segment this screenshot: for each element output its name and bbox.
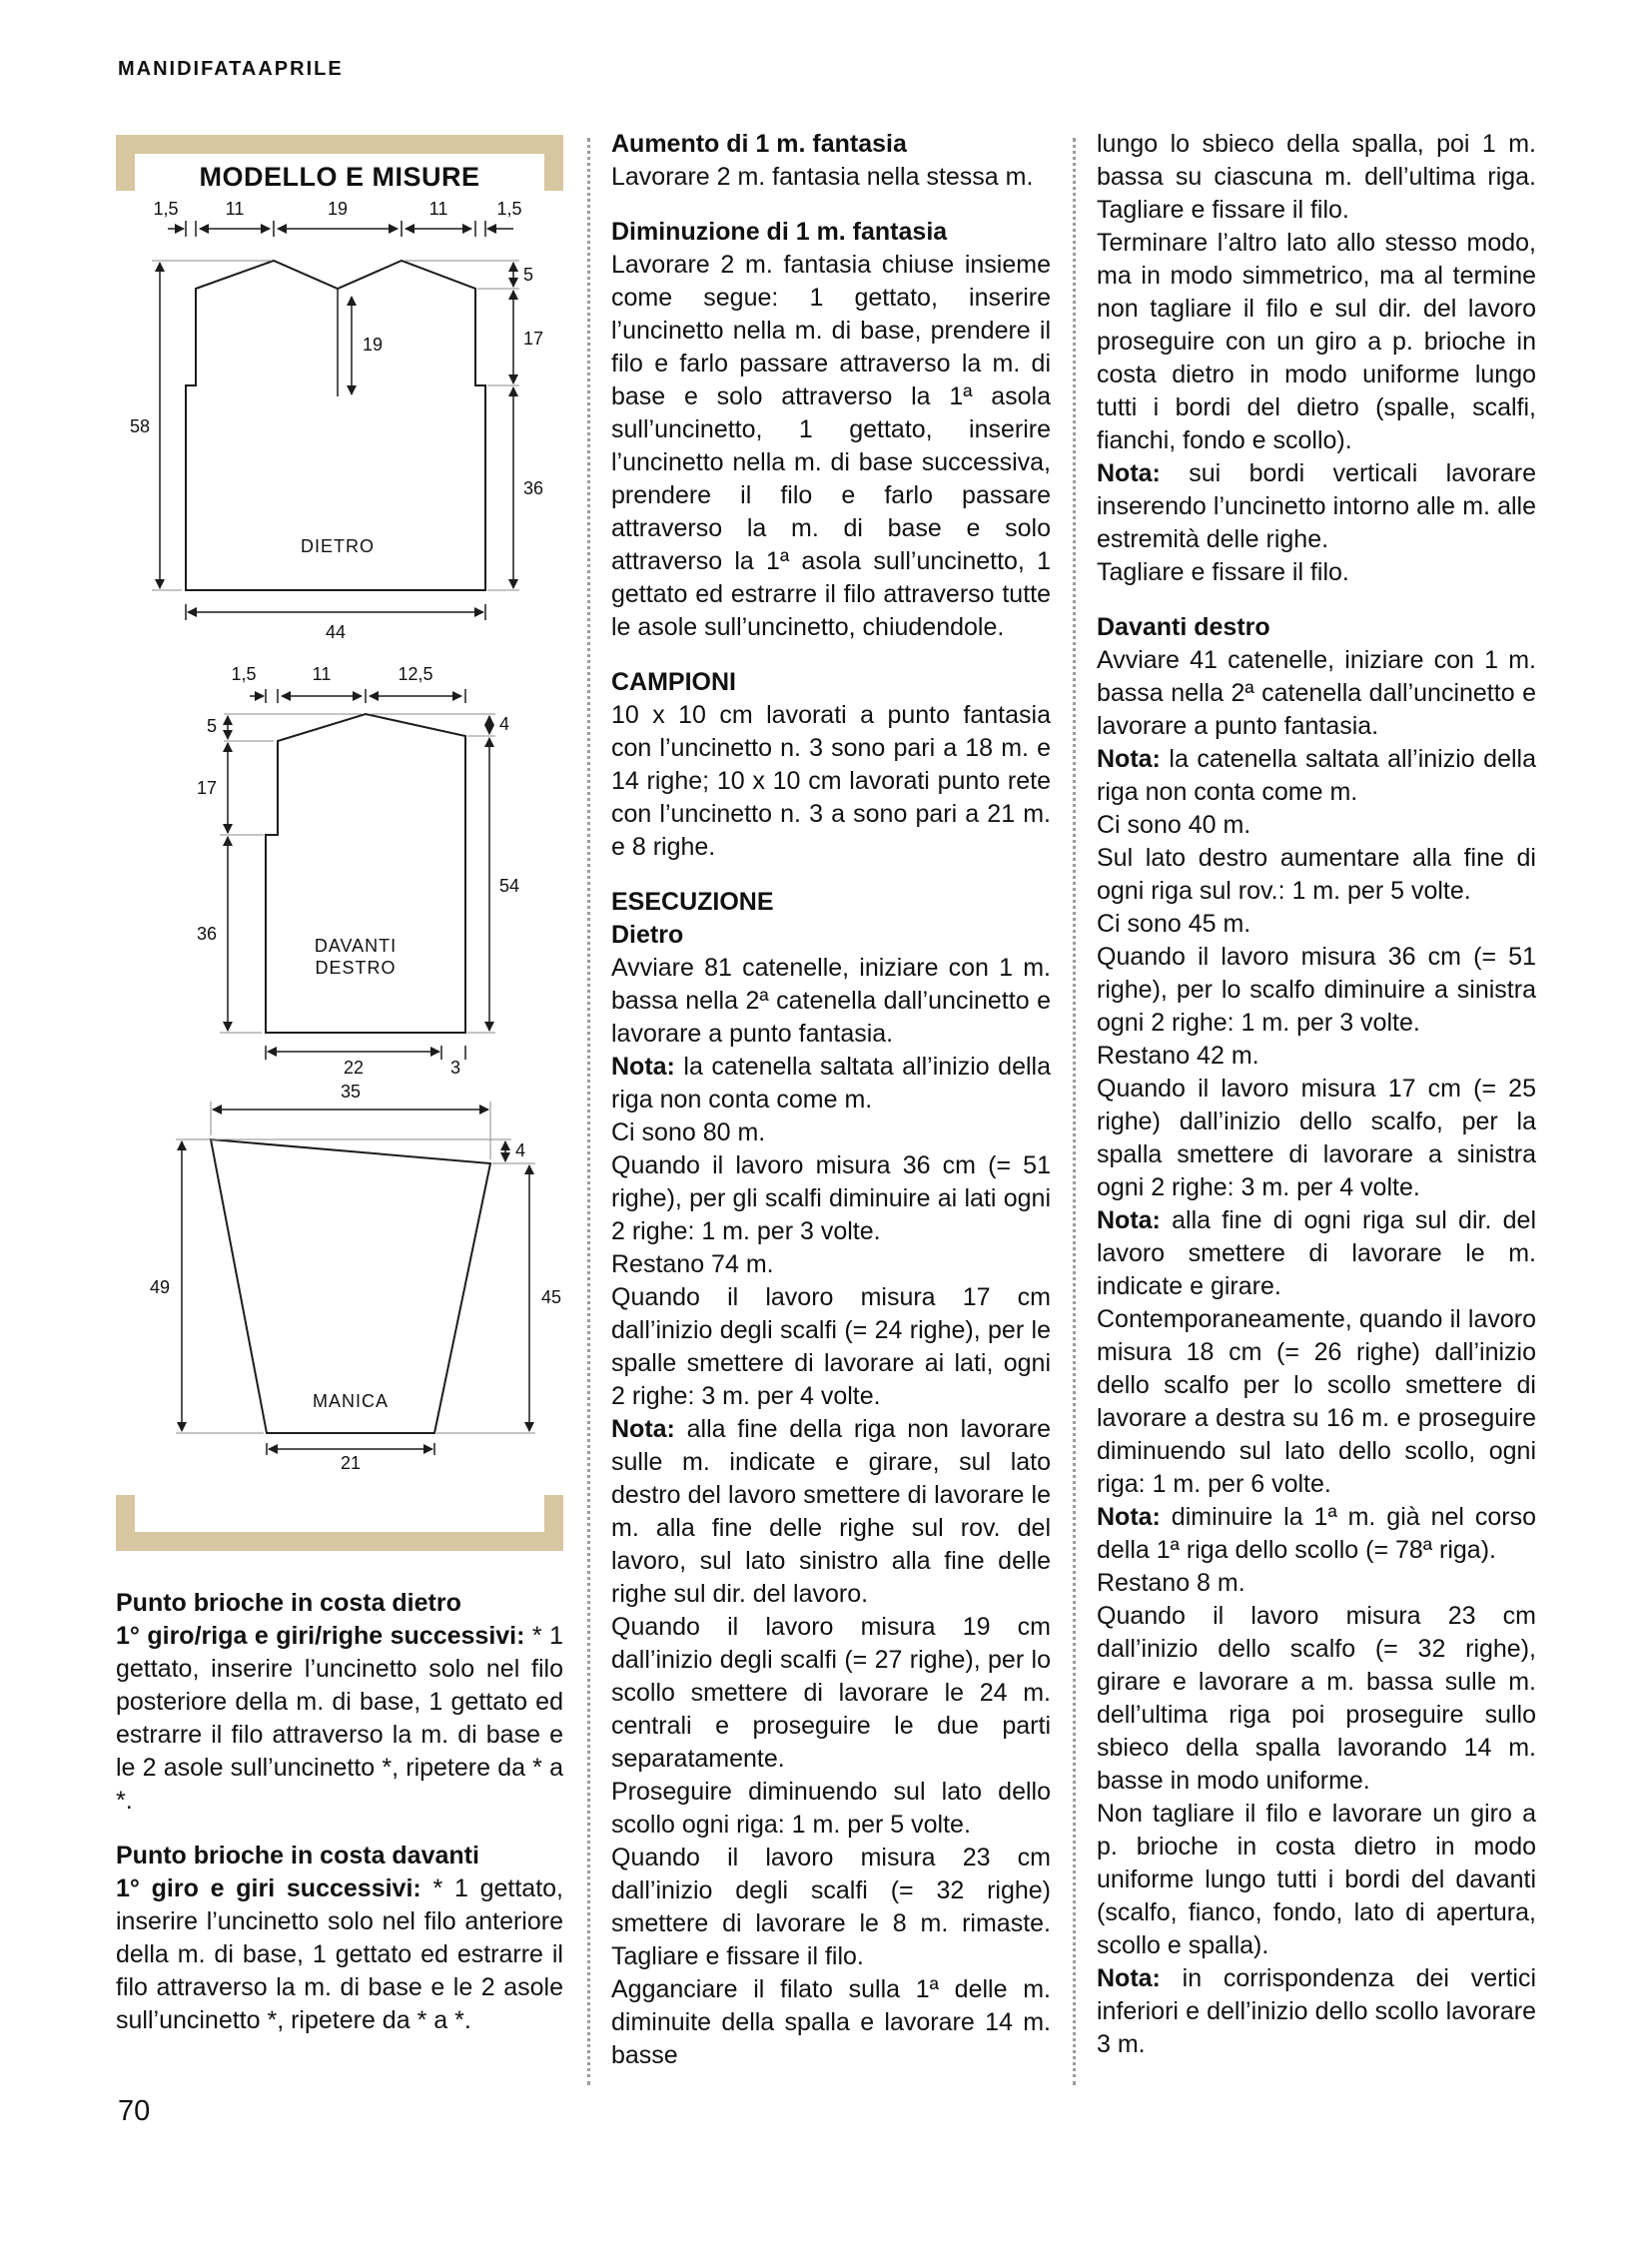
measure-label: 1,5: [153, 199, 179, 219]
piece-label-right-front-line1: DAVANTI: [314, 936, 398, 956]
diagram-right-front: [116, 648, 563, 1078]
dimension-ticks: [266, 689, 465, 1060]
paragraph: Nota: la catenella saltata all’inizio della riga non conta come m.: [1097, 745, 1536, 806]
measure-label: 22: [343, 1058, 365, 1078]
right-column: [1097, 128, 1536, 2061]
measure-label: 1,5: [231, 664, 257, 684]
paragraph: Quando il lavoro misura 19 cm dall’inizio degli scalfi (= 27 righe), per lo scollo smettere di lavorare le 24 m. centrali e proseguire le due parti separatamente.: [611, 1613, 1051, 1773]
measure-label: 54: [499, 876, 520, 896]
measure-label: 36: [196, 924, 217, 944]
measure-label: 3: [449, 1058, 461, 1078]
measure-label: 21: [340, 1453, 362, 1473]
magazine-masthead: MANIDIFATAAPRILE: [118, 58, 344, 80]
column-separator: [587, 138, 590, 2085]
section-heading: Diminuzione di 1 m. fantasia: [611, 218, 948, 246]
paragraph: Sul lato destro aumentare alla fine di ogni riga sul rov.: 1 m. per 5 volte.: [1097, 844, 1536, 905]
diagram-sleeve: [116, 1082, 563, 1473]
piece-label-sleeve: MANICA: [312, 1391, 390, 1411]
paragraph: 1° giro/riga e giri/righe successivi: * 1 gettato, inserire l’uncinetto solo nel filo posteriore della m. di base, 1 gettato ed estrarre il filo attraverso la m. di base e le 2 asole sull’uncinetto *, ripetere da * a *.: [116, 1622, 563, 1815]
measure-label: 4: [515, 1140, 526, 1160]
page-number: 70: [118, 2095, 151, 2127]
paragraph: Nota: in corrispondenza dei vertici inferiori e dell’inizio dello scollo lavorare 3 m.: [1097, 1964, 1536, 2058]
measure-label: 58: [129, 416, 150, 436]
paragraph: Restano 42 m.: [1097, 1042, 1259, 1070]
paragraph: Quando il lavoro misura 36 cm (= 51 righe), per lo scalfo diminuire a sinistra ogni 2 righe: 1 m. per 3 volte.: [1097, 943, 1536, 1037]
measure-label: 11: [225, 199, 245, 219]
diagram-dietro: [116, 199, 563, 643]
paragraph: Avviare 81 catenelle, iniziare con 1 m. bassa nella 2ª catenella dall’uncinetto e lavorare a punto fantasia.: [611, 954, 1051, 1048]
section-heading: Dietro: [611, 921, 684, 949]
measure-label: 11: [312, 664, 332, 684]
section-heading: Punto brioche in costa davanti: [116, 1842, 479, 1869]
paragraph: Avviare 41 catenelle, iniziare con 1 m. bassa nella 2ª catenella dall’uncinetto e lavorare a punto fantasia.: [1097, 646, 1536, 740]
piece-outline-sleeve: [211, 1139, 490, 1433]
paragraph: Proseguire diminuendo sul lato dello scollo ogni riga: 1 m. per 5 volte.: [611, 1778, 1051, 1839]
measure-label: 35: [340, 1082, 362, 1102]
paragraph: Quando il lavoro misura 36 cm (= 51 righe), per gli scalfi diminuire ai lati ogni 2 righe: 1 m. per 3 volte.: [611, 1151, 1051, 1245]
bold-lead: Nota:: [1097, 1964, 1161, 1992]
measure-label: 5: [523, 265, 534, 285]
bold-lead: Nota:: [611, 1415, 675, 1443]
paragraph: Agganciare il filato sulla 1ª delle m. diminuite della spalla e lavorare 14 m. basse: [611, 1975, 1051, 2069]
measure-label: 17: [523, 329, 544, 349]
section-heading: ESECUZIONE: [611, 888, 774, 916]
piece-outline-right-front: [266, 714, 465, 1033]
piece-label-back: DIETRO: [300, 536, 376, 556]
measure-label: 19: [327, 199, 349, 219]
paragraph: Quando il lavoro misura 17 cm dall’inizio degli scalfi (= 24 righe), per le spalle smettere di lavorare ai lati, ogni 2 righe: 3 m. per 4 volte.: [611, 1283, 1051, 1410]
section-heading: CAMPIONI: [611, 668, 736, 696]
paragraph: Non tagliare il filo e lavorare un giro a p. brioche in costa dietro in modo uniforme lungo tutti i bordi del davanti (scalfo, fianco, fondo, lato di apertura, scollo e spalla).: [1097, 1800, 1536, 1959]
bold-lead: Nota:: [1097, 1206, 1161, 1234]
paragraph: Restano 8 m.: [1097, 1569, 1245, 1597]
paragraph: Tagliare e fissare il filo.: [1097, 558, 1349, 586]
paragraph: Quando il lavoro misura 17 cm (= 25 righe) dall’inizio dello scalfo, per la spalla smettere di lavorare a sinistra ogni 2 righe: 3 m. per 4 volte.: [1097, 1075, 1536, 1201]
measure-label: 5: [206, 716, 217, 736]
bold-lead: Nota:: [1097, 459, 1161, 487]
measure-label: 49: [149, 1277, 170, 1297]
box-frame-bottom: [116, 1495, 563, 1551]
paragraph: Nota: alla fine della riga non lavorare sulle m. indicate e girare, sul lato destro del lavoro smettere di lavorare le m. alla fine delle righe sul rov. del lavoro, sul lato sinistro alla fine delle righe sul dir. del lavoro.: [611, 1415, 1051, 1608]
paragraph: Quando il lavoro misura 23 cm dall’inizio dello scalfo (= 32 righe), girare e lavorare a m. bassa sulle m. dell’ultima riga poi proseguire sullo sbieco della spalla lavorando 14 m. basse in modo uniforme.: [1097, 1602, 1536, 1795]
measure-label: 4: [499, 714, 510, 734]
paragraph: Ci sono 45 m.: [1097, 910, 1251, 938]
paragraph: 1° giro e giri successivi: * 1 gettato, inserire l’uncinetto solo nel filo anteriore della m. di base, 1 gettato ed estrarre il filo attraverso la m. di base e le 2 asole sull’uncinetto *, ripetere da * a *.: [116, 1874, 563, 2034]
bold-lead: Nota:: [611, 1053, 675, 1081]
dimension-ticks: [186, 221, 485, 620]
measure-label: 1,5: [496, 199, 522, 219]
paragraph: Ci sono 40 m.: [1097, 811, 1251, 839]
model-measures-box: [116, 135, 563, 1551]
column-separator: [1073, 138, 1076, 2085]
paragraph: Terminare l’altro lato allo stesso modo, ma in modo simmetrico, ma al termine non tagliare il filo e sul dir. del lavoro proseguire con un giro a p. brioche in costa dietro in modo uniforme lungo tutti i bordi del dietro (spalle, scalfi, fianchi, fondo e scollo).: [1097, 229, 1536, 454]
bold-lead: Nota:: [1097, 745, 1161, 773]
bold-lead: Nota:: [1097, 1503, 1161, 1531]
section-heading: Aumento di 1 m. fantasia: [611, 130, 907, 158]
paragraph: Nota: diminuire la 1ª m. già nel corso della 1ª riga dello scollo (= 78ª riga).: [1097, 1503, 1536, 1564]
paragraph: Quando il lavoro misura 23 cm dall’inizio degli scalfi (= 32 righe) smettere di lavorare le 8 m. rimaste. Tagliare e fissare il filo.: [611, 1844, 1051, 1970]
paragraph: Nota: alla fine di ogni riga sul dir. del lavoro smettere di lavorare le m. indicate e girare.: [1097, 1206, 1536, 1300]
middle-column: [611, 128, 1051, 2072]
section-heading: Punto brioche in costa dietro: [116, 1589, 461, 1617]
paragraph: Contemporaneamente, quando il lavoro misura 18 cm (= 26 righe) dall’inizio dello scalfo per lo scollo smettere di lavorare a destra su 16 m. e proseguire diminuendo sul lato dello scollo, ogni riga: 1 m. per 6 volte.: [1097, 1305, 1536, 1498]
measure-label: 19: [363, 335, 384, 355]
measure-label: 17: [196, 778, 217, 798]
bold-lead: 1° giro/riga e giri/righe successivi:: [116, 1622, 525, 1650]
section-heading: Davanti destro: [1097, 613, 1270, 641]
dimension-arrows: [228, 696, 489, 1052]
measure-label: 44: [325, 622, 347, 642]
measure-label: 36: [523, 478, 544, 498]
piece-label-right-front-line2: DESTRO: [315, 958, 397, 978]
paragraph: lungo lo sbieco della spalla, poi 1 m. bassa su ciascuna m. dell’ultima riga. Tagliare e fissare il filo.: [1097, 130, 1536, 224]
paragraph: Nota: la catenella saltata all’inizio della riga non conta come m.: [611, 1053, 1051, 1114]
guide-lines: [220, 714, 495, 1033]
paragraph: Ci sono 80 m.: [611, 1119, 766, 1146]
bold-lead: 1° giro e giri successivi:: [116, 1874, 421, 1902]
stitch-instructions: [116, 1587, 563, 2037]
measure-label: 12,5: [398, 664, 433, 684]
model-box-title: MODELLO E MISURE: [199, 162, 480, 192]
paragraph: Lavorare 2 m. fantasia chiuse insieme come segue: 1 gettato, inserire l’uncinetto nella m. di base, prendere il filo e farlo passare attraverso la m. di base e solo attraverso la 1ª asola sull’uncinetto, 1 gettato, inserire l’uncinetto nella m. di base successiva, prendere il filo e farlo passare attraverso la m. di base e solo attraverso la 1ª asola sull’uncinetto, 1 gettato ed estrarre il filo attraverso tutte le asole sull’uncinetto, chiudendole.: [611, 251, 1051, 641]
paragraph: 10 x 10 cm lavorati a punto fantasia con l’uncinetto n. 3 sono pari a 18 m. e 14 righe; 10 x 10 cm lavorati punto rete con l’uncinetto n. 3 a sono pari a 21 m. e 8 righe.: [611, 701, 1051, 861]
measure-label: 45: [541, 1287, 562, 1307]
measure-label: 11: [428, 199, 448, 219]
paragraph: Restano 74 m.: [611, 1250, 774, 1278]
paragraph: Nota: sui bordi verticali lavorare inserendo l’uncinetto intorno alle m. alle estremità delle righe.: [1097, 459, 1536, 553]
paragraph: Lavorare 2 m. fantasia nella stessa m.: [611, 163, 1034, 191]
left-column: [116, 135, 563, 2037]
